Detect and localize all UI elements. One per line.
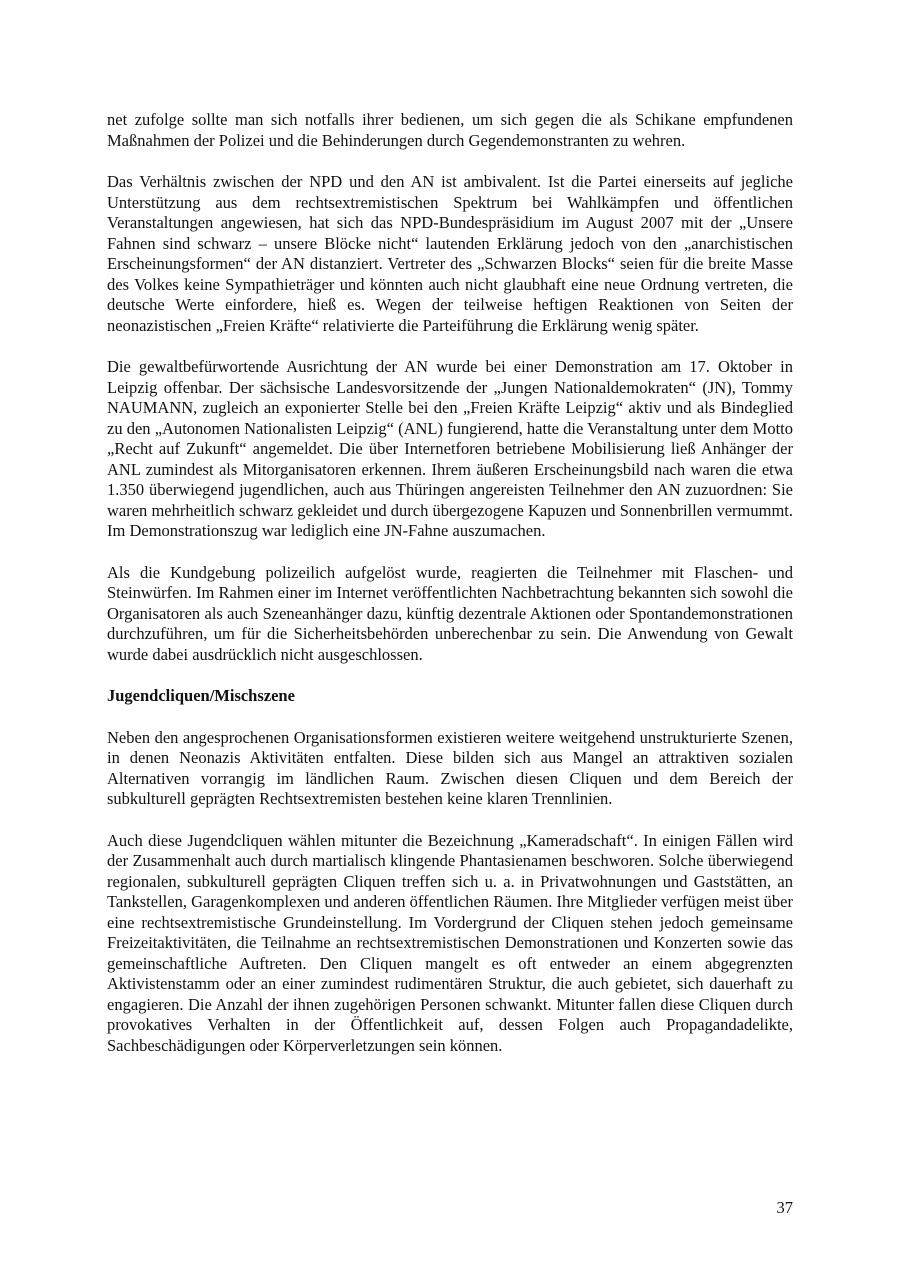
page-number: 37 bbox=[776, 1198, 793, 1217]
paragraph-kundgebung: Als die Kundgebung polizeilich aufgelöst wurde, reagierten die Teilnehmer mit Flaschen- und Steinwürfen. Im Rahmen einer im Internet veröffentlichten Nachbetrachtung bekannten sich sowohl die Organisatoren als auch Szeneanhänger dazu, künftig dezentrale Aktionen oder Spontandemonstrationen durchzuführen, um für die Sicherheitsbehörden unberechenbar zu sein. Die Anwendung von Gewalt wurde dabei ausdrücklich nicht ausgeschlossen. bbox=[107, 562, 793, 664]
paragraph-gap bbox=[107, 542, 793, 563]
paragraph-npd-an-relationship: Das Verhältnis zwischen der NPD und den AN ist ambivalent. Ist die Partei einerseits auf jegliche Unterstützung aus dem rechtsextremistischen Spektrum bei Wahlkämpfen und öffentlichen Veranstaltungen angewiesen, hat sich das NPD-Bundespräsidium im August 2007 mit der „Unsere Fahnen sind schwarz – unsere Blöcke nicht“ lautenden Erklärung jedoch von den „anarchistischen Erscheinungsformen“ der AN distanziert. Vertreter des „Schwarzen Blocks“ seien für die breite Masse des Volkes keine Sympathieträger und könnten auch nicht glaubhaft eine neue Ordnung vertreten, die deutsche Werte einfordere, hieß es. Wegen der teilweise heftigen Reaktionen von Seiten der neonazistischen „Freien Kräfte“ relativierte die Parteiführung die Erklärung wenig später. bbox=[107, 172, 793, 335]
paragraph-gap bbox=[107, 707, 793, 728]
paragraph-jugendcliquen: Auch diese Jugendcliquen wählen mitunter die Bezeichnung „Kameradschaft“. In einigen Fällen wird der Zusammenhalt auch durch martialisch klingende Phantasienamen beschworen. Solche überwiegend regionalen, subkulturell geprägten Cliquen treffen sich u. a. in Privatwohnungen und Gaststätten, an Tankstellen, Garagenkomplexen und anderen öffentlichen Räumen. Ihre Mitglieder verfügen meist über eine rechtsextremistische Grundeinstellung. Im Vordergrund der Cliquen stehen jedoch gemeinsame Freizeitaktivitäten, die Teilnahme an rechtsextremistischen Demonstrationen und Konzerten sowie das gemeinschaftliche Auftreten. Den Cliquen mangelt es oft entweder an einem abgegrenzten Aktivistenstamm oder an einer zumindest rudimentären Struktur, die auch gebietet, sich dauerhaft zu engagieren. Die Anzahl der ihnen zugehörigen Personen schwankt. Mitunter fallen diese Cliquen durch provokatives Verhalten in der Öffentlichkeit auf, dessen Folgen auch Propagandadelikte, Sachbeschädigungen oder Körperverletzungen sein können. bbox=[107, 830, 793, 1055]
paragraph-organisationsformen: Neben den angesprochenen Organisationsformen existieren weitere weitgehend unstrukturierte Szenen, in denen Neonazis Aktivitäten entfalten. Diese bilden sich aus Mangel an attraktiven sozialen Alternativen vorrangig im ländlichen Raum. Zwischen diesen Cliquen und dem Bereich der subkulturell geprägten Rechtsextremisten bestehen keine klaren Trennlinien. bbox=[107, 727, 793, 808]
paragraph-leipzig-demonstration: Die gewaltbefürwortende Ausrichtung der AN wurde bei einer Demonstration am 17. Oktober in Leipzig offenbar. Der sächsische Landesvorsitzende der „Jungen Nationaldemokraten“ (JN), Tommy NAUMANN, zugleich an exponierter Stelle bei den „Freien Kräfte Leipzig“ aktiv und als Bindeglied zu den „Autonomen Nationalisten Leipzig“ (ANL) fungierend, hatte die Veranstaltung unter dem Motto „Recht auf Zukunft“ angemeldet. Die über Internetforen betriebene Mobilisierung ließ Anhänger der ANL zumindest als Mitorganisatoren erkennen. Ihrem äußeren Erscheinungsbild nach waren die etwa 1.350 überwiegend jugendlichen, auch aus Thüringen angereisten Teilnehmer den AN zuzuordnen: Sie waren mehrheitlich schwarz gekleidet und durch übergezogene Kapuzen und Sonnenbrillen vermummt. Im Demonstrationszug war lediglich eine JN-Fahne auszumachen. bbox=[107, 357, 793, 540]
section-heading: Jugendcliquen/Mischszene bbox=[107, 686, 295, 705]
paragraph-gap bbox=[107, 810, 793, 831]
paragraph-gap bbox=[107, 151, 793, 172]
paragraph-gap bbox=[107, 336, 793, 357]
paragraph-gap bbox=[107, 665, 793, 686]
body-text bbox=[107, 110, 793, 1056]
paragraph-continuation: net zufolge sollte man sich notfalls ihrer bedienen, um sich gegen die als Schikane empfundenen Maßnahmen der Polizei und die Behinderungen durch Gegendemonstranten zu wehren. bbox=[107, 110, 793, 150]
